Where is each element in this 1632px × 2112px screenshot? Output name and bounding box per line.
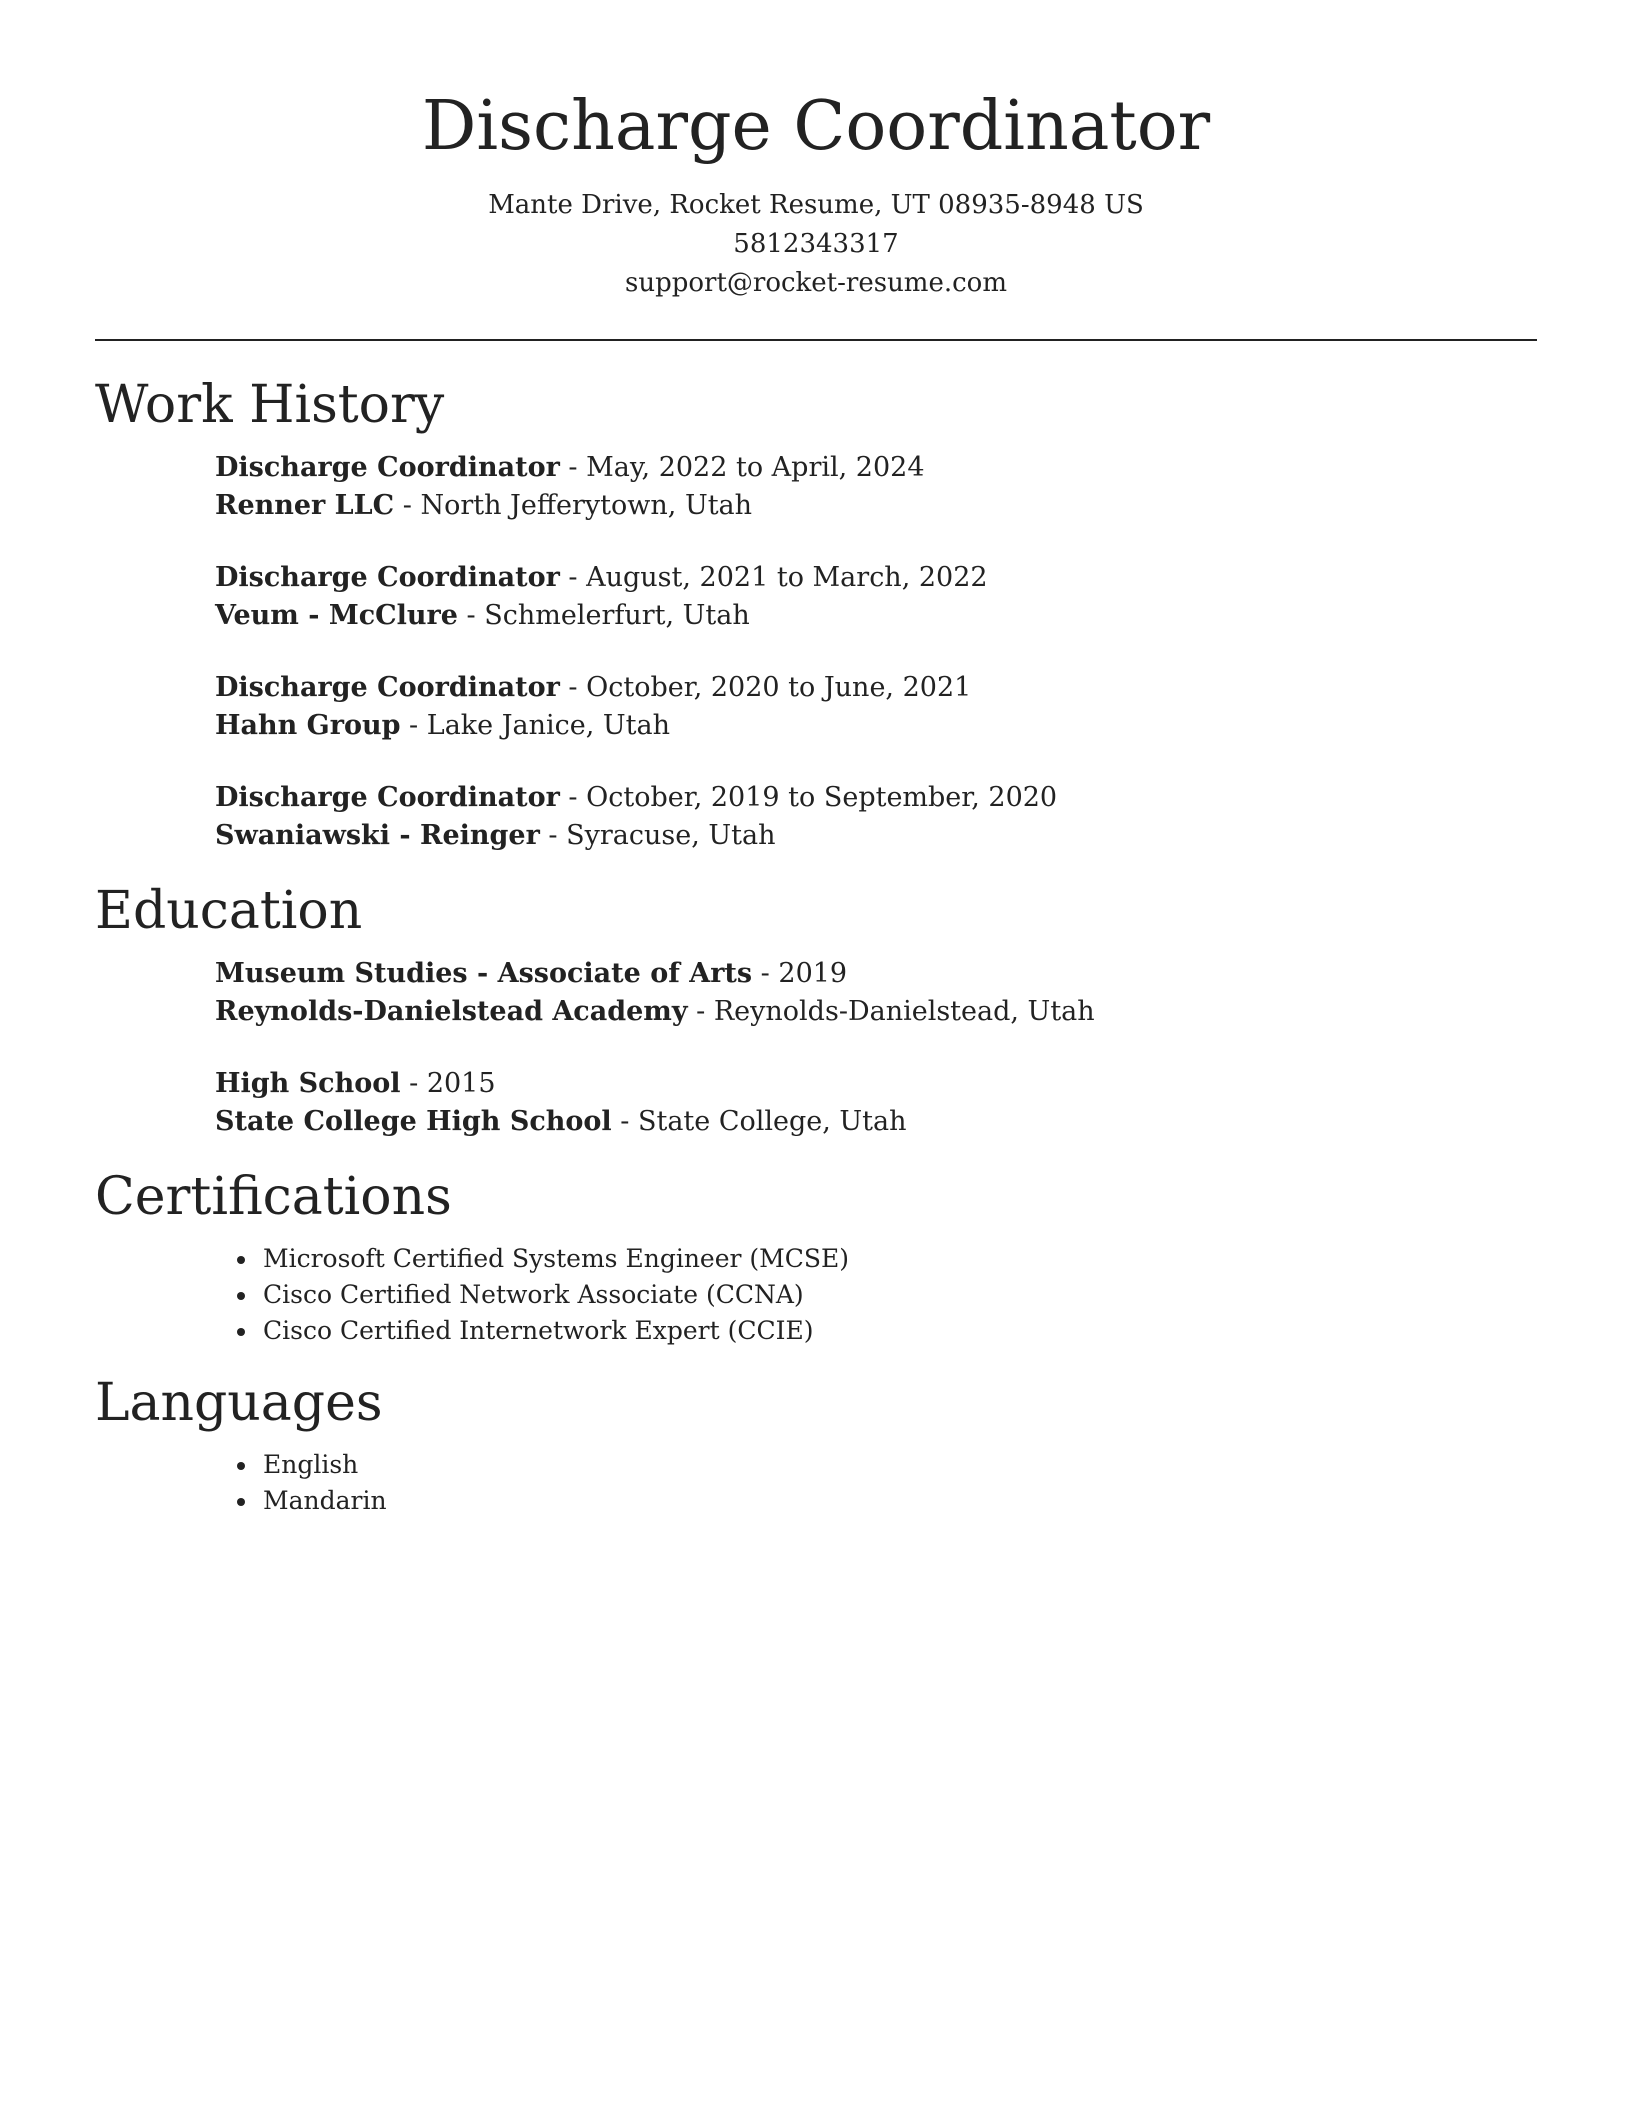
education-entry-heading bbox=[215, 1065, 1537, 1103]
work-entry bbox=[215, 779, 1537, 855]
separator: - bbox=[559, 562, 587, 593]
certification-item: • Cisco Certified Internetwork Expert (CCIE) bbox=[259, 1313, 1537, 1349]
header-divider bbox=[95, 339, 1537, 341]
separator: - bbox=[559, 452, 587, 483]
separator: - bbox=[752, 958, 779, 989]
separator: - bbox=[611, 1106, 638, 1137]
work-entry-employer bbox=[215, 817, 1537, 855]
work-history-title: Work History bbox=[95, 375, 445, 435]
work-history-section bbox=[95, 373, 1537, 855]
work-entry-title: Discharge Coordinator bbox=[215, 782, 560, 813]
work-entry-title: Discharge Coordinator bbox=[215, 672, 560, 703]
education-degree: Museum Studies - Associate of Arts bbox=[215, 958, 753, 989]
separator: - bbox=[457, 600, 485, 631]
education-location: State College, Utah bbox=[637, 1106, 907, 1137]
languages-title: Languages bbox=[95, 1373, 383, 1433]
resume-name: Discharge Coordinator bbox=[421, 87, 1211, 166]
work-entry-dates: May, 2022 to April, 2024 bbox=[586, 452, 925, 483]
work-entry-employer bbox=[215, 707, 1537, 745]
languages-list bbox=[95, 1447, 1537, 1519]
work-entry-employer bbox=[215, 597, 1537, 635]
work-entry-title: Discharge Coordinator bbox=[215, 452, 560, 483]
education-section bbox=[95, 879, 1537, 1141]
education-entry-heading bbox=[215, 955, 1537, 993]
separator: - bbox=[559, 782, 587, 813]
education-degree: High School bbox=[215, 1068, 401, 1099]
education-year: 2019 bbox=[778, 958, 848, 989]
work-entry-employer bbox=[215, 487, 1537, 525]
work-entry-title: Discharge Coordinator bbox=[215, 562, 560, 593]
work-entry-location: Schmelerfurt, Utah bbox=[484, 600, 750, 631]
work-entry bbox=[215, 449, 1537, 525]
language-item: • English bbox=[259, 1447, 1537, 1483]
resume-header bbox=[95, 0, 1537, 303]
certifications-section bbox=[95, 1165, 1537, 1349]
education-entry bbox=[215, 955, 1537, 1031]
work-entry-company: Veum - McClure bbox=[215, 600, 458, 631]
work-entry-location: North Jefferytown, Utah bbox=[420, 490, 753, 521]
separator: - bbox=[400, 710, 427, 741]
contact-block bbox=[95, 186, 1537, 303]
work-entry-company: Renner LLC bbox=[215, 490, 395, 521]
work-entry-heading bbox=[215, 559, 1537, 597]
separator: - bbox=[394, 490, 421, 521]
work-entry bbox=[215, 669, 1537, 745]
work-entry-dates: August, 2021 to March, 2022 bbox=[586, 562, 988, 593]
education-year: 2015 bbox=[426, 1068, 496, 1099]
work-entry-location: Lake Janice, Utah bbox=[426, 710, 671, 741]
work-entry-company: Hahn Group bbox=[215, 710, 401, 741]
contact-phone: 5812343317 bbox=[733, 229, 899, 259]
work-entry-heading bbox=[215, 449, 1537, 487]
education-school: Reynolds-Danielstead Academy bbox=[215, 996, 688, 1027]
contact-email: support@rocket-resume.com bbox=[624, 268, 1007, 298]
certification-item: • Microsoft Certified Systems Engineer (MCSE) bbox=[259, 1241, 1537, 1277]
language-item: • Mandarin bbox=[259, 1483, 1537, 1519]
work-entry-dates: October, 2019 to September, 2020 bbox=[586, 782, 1058, 813]
work-entry-location: Syracuse, Utah bbox=[566, 820, 776, 851]
work-entry bbox=[215, 559, 1537, 635]
work-entry-company: Swaniawski - Reinger bbox=[215, 820, 540, 851]
work-entry-dates: October, 2020 to June, 2021 bbox=[586, 672, 972, 703]
education-title: Education bbox=[95, 881, 363, 941]
languages-section bbox=[95, 1371, 1537, 1519]
work-history-list bbox=[95, 449, 1537, 855]
separator: - bbox=[559, 672, 587, 703]
separator: - bbox=[539, 820, 567, 851]
work-entry-heading bbox=[215, 779, 1537, 817]
education-entry-school bbox=[215, 993, 1537, 1031]
education-list bbox=[95, 955, 1537, 1141]
separator: - bbox=[400, 1068, 427, 1099]
contact-address: Mante Drive, Rocket Resume, UT 08935-8948 US bbox=[488, 190, 1144, 220]
education-location: Reynolds-Danielstead, Utah bbox=[713, 996, 1095, 1027]
work-entry-heading bbox=[215, 669, 1537, 707]
certifications-list bbox=[95, 1241, 1537, 1349]
education-school: State College High School bbox=[215, 1106, 612, 1137]
education-entry bbox=[215, 1065, 1537, 1141]
certifications-title: Certifications bbox=[95, 1167, 452, 1227]
separator: - bbox=[687, 996, 714, 1027]
education-entry-school bbox=[215, 1103, 1537, 1141]
certification-item: • Cisco Certified Network Associate (CCNA) bbox=[259, 1277, 1537, 1313]
